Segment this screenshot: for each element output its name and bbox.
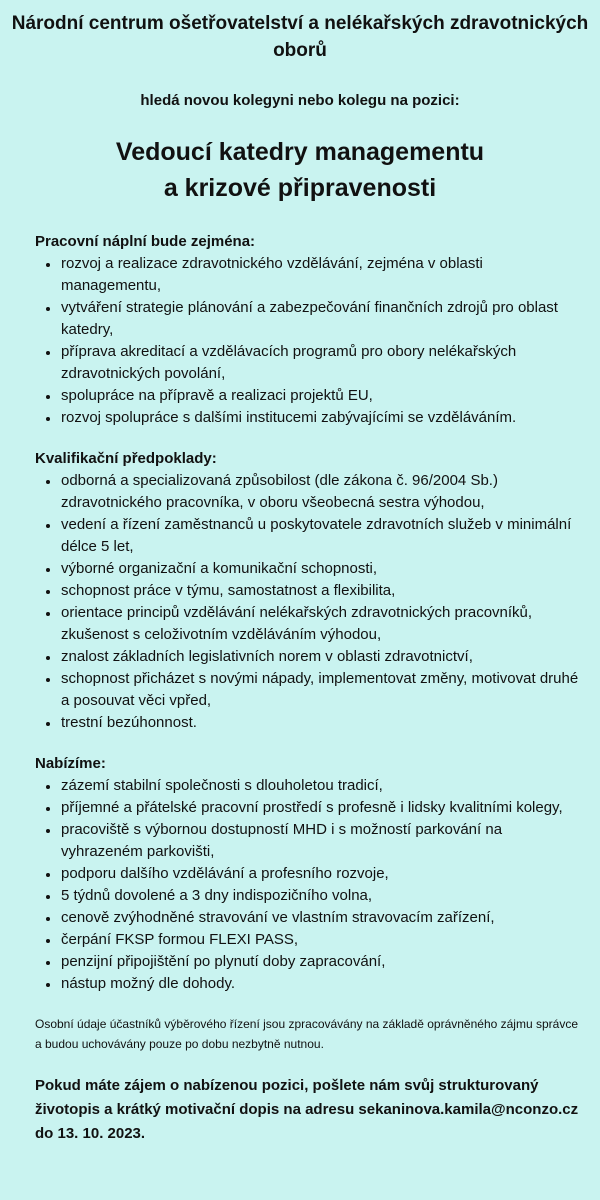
section-duties <box>35 231 580 429</box>
list-item-text: cenově zvýhodněné stravování ve vlastním stravovacím zařízení, <box>61 909 495 926</box>
section-heading: Kvalifikační předpoklady: <box>35 450 217 467</box>
list-item-text: vytváření strategie plánování a zabezpečování finančních zdrojů pro oblast katedry, <box>61 299 558 338</box>
list-item <box>35 929 580 951</box>
list-item <box>35 602 580 646</box>
list-item <box>35 907 580 929</box>
bullet-icon <box>46 917 50 921</box>
bullet-icon <box>46 524 50 528</box>
list-item <box>35 341 580 385</box>
list-item <box>35 775 580 797</box>
list-item <box>35 470 580 514</box>
list-item <box>35 712 580 734</box>
list-item <box>35 580 580 602</box>
bullet-icon <box>46 785 50 789</box>
list-item-text: trestní bezúhonnost. <box>61 714 197 731</box>
list-item <box>35 951 580 973</box>
list-item-text: orientace principů vzdělávání nelékařských zdravotnických pracovníků, zkušenost s celoživotním vzděláváním výhodou, <box>61 604 533 643</box>
list-item <box>35 385 580 407</box>
bullet-icon <box>46 678 50 682</box>
list-item <box>35 253 580 297</box>
bullet-icon <box>46 395 50 399</box>
bullet-icon <box>46 961 50 965</box>
position-title-line-1: Vedoucí katedry managementu <box>115 138 485 166</box>
position-title <box>0 134 600 206</box>
list-item-text: schopnost přicházet s novými nápady, implementovat změny, motivovat druhé a posouvat věci vpřed, <box>61 670 579 709</box>
list-item <box>35 514 580 558</box>
list-item <box>35 297 580 341</box>
organization-name: Národní centrum ošetřovatelství a nelékařských zdravotnických oborů <box>11 13 589 61</box>
list-item-text: penzijní připojištění po plynutí doby zapracování, <box>61 953 386 970</box>
list-item <box>35 668 580 712</box>
bullet-icon <box>46 351 50 355</box>
bullet-icon <box>46 568 50 572</box>
list-item-text: příjemné a přátelské pracovní prostředí s profesně i lidsky kvalitními kolegy, <box>61 799 563 816</box>
section-qualifications <box>35 448 580 734</box>
bullet-icon <box>46 612 50 616</box>
bullet-icon <box>46 307 50 311</box>
bullet-icon <box>46 263 50 267</box>
list-item-text: schopnost práce v týmu, samostatnost a flexibilita, <box>61 582 396 599</box>
bullet-icon <box>46 480 50 484</box>
bullet-icon <box>46 895 50 899</box>
list-item <box>35 885 580 907</box>
benefits-list <box>35 775 580 995</box>
list-item-text: vedení a řízení zaměstnanců u poskytovatele zdravotních služeb v minimální délce 5 let, <box>61 516 572 555</box>
list-item <box>35 558 580 580</box>
list-item <box>35 797 580 819</box>
duties-list <box>35 253 580 429</box>
list-item <box>35 646 580 668</box>
bullet-icon <box>46 722 50 726</box>
list-item-text: rozvoj a realizace zdravotnického vzdělávání, zejména v oblasti managementu, <box>61 255 483 294</box>
list-item <box>35 863 580 885</box>
list-item-text: rozvoj spolupráce s dalšími institucemi zabývajícími se vzděláváním. <box>61 409 517 426</box>
list-item-text: spolupráce na přípravě a realizaci projektů EU, <box>61 387 373 404</box>
bullet-icon <box>46 983 50 987</box>
qualifications-list <box>35 470 580 734</box>
list-item-text: příprava akreditací a vzdělávacích programů pro obory nelékařských zdravotnických povolání, <box>61 343 517 382</box>
section-heading: Nabízíme: <box>35 755 106 772</box>
bullet-icon <box>46 939 50 943</box>
list-item <box>35 407 580 429</box>
call-to-action: Pokud máte zájem o nabízenou pozici, pošlete nám svůj strukturovaný životopis a krátký motivační dopis na adresu sekaninova.kamila@nconzo.cz do 13. 10. 2023. <box>35 1077 579 1142</box>
bullet-icon <box>46 807 50 811</box>
privacy-note: Osobní údaje účastníků výběrového řízení jsou zpracovávány na základě oprávněného zájmu správce a budou uchovávány pouze po dobu nezbytně nutnou. <box>35 1017 578 1051</box>
bullet-icon <box>46 873 50 877</box>
subtitle: hledá novou kolegyni nebo kolegu na pozici: <box>140 92 460 109</box>
bullet-icon <box>46 829 50 833</box>
section-benefits <box>35 753 580 995</box>
bullet-icon <box>46 656 50 660</box>
list-item-text: odborná a specializovaná způsobilost (dle zákona č. 96/2004 Sb.) zdravotnického pracovníka, v oboru všeobecná sestra výhodou, <box>61 472 498 511</box>
section-heading: Pracovní náplní bude zejména: <box>35 233 256 250</box>
list-item-text: nástup možný dle dohody. <box>61 975 236 992</box>
list-item-text: pracoviště s výbornou dostupností MHD i s možností parkování na vyhrazeném parkovišti, <box>61 821 503 860</box>
position-title-line-2: a krizové připravenosti <box>163 174 437 202</box>
list-item-text: zázemí stabilní společnosti s dlouholetou tradicí, <box>61 777 383 794</box>
content <box>35 231 580 1146</box>
bullet-icon <box>46 590 50 594</box>
list-item-text: čerpání FKSP formou FLEXI PASS, <box>61 931 299 948</box>
list-item-text: znalost základních legislativních norem v oblasti zdravotnictví, <box>61 648 473 665</box>
list-item <box>35 973 580 995</box>
list-item-text: výborné organizační a komunikační schopnosti, <box>61 560 378 577</box>
bullet-icon <box>46 417 50 421</box>
list-item <box>35 819 580 863</box>
list-item-text: 5 týdnů dovolené a 3 dny indispozičního volna, <box>61 887 373 904</box>
list-item-text: podporu dalšího vzdělávání a profesního rozvoje, <box>61 865 389 882</box>
